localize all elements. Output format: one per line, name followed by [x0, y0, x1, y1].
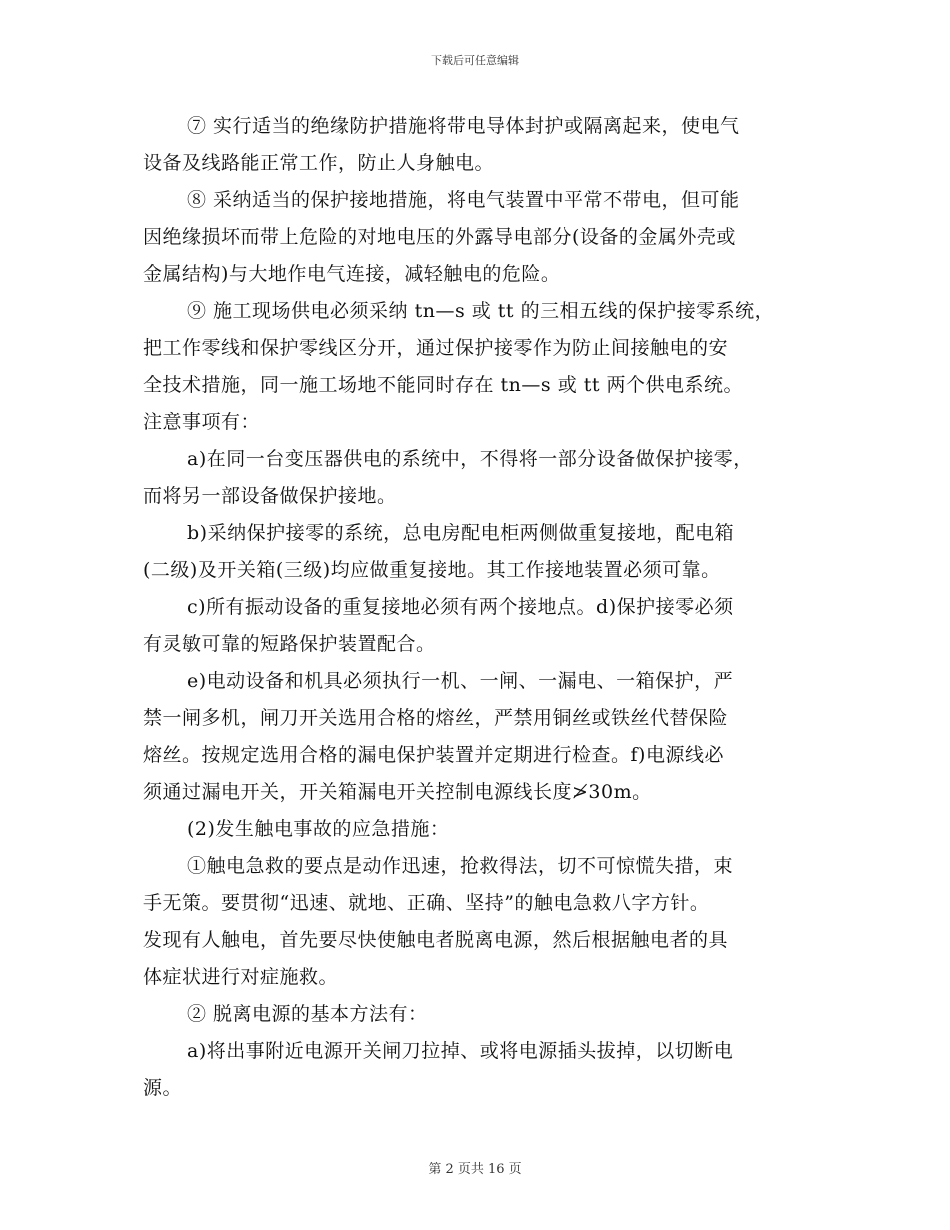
- paragraph-line: 设备及线路能正常工作，防止人身触电。: [143, 152, 495, 174]
- section-heading: (2)发生触电事故的应急措施：: [187, 818, 450, 840]
- page-footer: 第 2 页共 16 页: [428, 1162, 522, 1177]
- paragraph-line: 注意事项有：: [143, 411, 261, 433]
- paragraph-line: 而将另一部设备做保护接地。: [143, 485, 397, 507]
- paragraph-line: ⑦ 实行适当的绝缘防护措施将带电导体封护或隔离起来，使电气: [187, 115, 740, 137]
- paragraph-line: ② 脱离电源的基本方法有：: [187, 1003, 428, 1025]
- paragraph-line: b)采纳保护接零的系统，总电房配电柜两侧做重复接地，配电箱: [187, 522, 735, 544]
- paragraph-line: 须通过漏电开关，开关箱漏电开关控制电源线长度≯30m。: [143, 781, 652, 803]
- paragraph-line: ⑧ 采纳适当的保护接地措施，将电气装置中平常不带电，但可能: [187, 189, 740, 211]
- paragraph-line: 有灵敏可靠的短路保护装置配合。: [143, 633, 436, 655]
- page-header: 下载后可任意编辑: [431, 54, 519, 67]
- paragraph-line: 把工作零线和保护零线区分开，通过保护接零作为防止间接触电的安: [143, 337, 729, 359]
- paragraph-line: 源。: [143, 1077, 183, 1099]
- body-text: [143, 108, 815, 1107]
- paragraph-line: 金属结构)与大地作电气连接，减轻触电的危险。: [143, 263, 561, 285]
- paragraph-line: 禁一闸多机，闸刀开关选用合格的熔丝，严禁用铜丝或铁丝代替保险: [143, 707, 729, 729]
- paragraph-line: ①触电急救的要点是动作迅速，抢救得法，切不可惊慌失措，束: [187, 855, 734, 877]
- paragraph-line: 熔丝。按规定选用合格的漏电保护装置并定期进行检查。f)电源线必: [143, 744, 724, 766]
- paragraph-line: 因绝缘损坏而带上危险的对地电压的外露导电部分(设备的金属外壳或: [143, 226, 736, 248]
- paragraph-line: 手无策。要贯彻“迅速、就地、正确、坚持”的触电急救八字方针。: [143, 892, 710, 914]
- paragraph-line: (二级)及开关箱(三级)均应做重复接地。其工作接地装置必须可靠。: [143, 559, 721, 581]
- paragraph-line: c)所有振动设备的重复接地必须有两个接地点。d)保护接零必须: [187, 596, 734, 618]
- paragraph-line: a)在同一台变压器供电的系统中，不得将一部分设备做保护接零，: [187, 448, 753, 470]
- paragraph-line: 全技术措施，同一施工场地不能同时存在 tn—s 或 tt 两个供电系统。: [143, 374, 744, 396]
- paragraph-line: ⑨ 施工现场供电必须采纳 tn—s 或 tt 的三相五线的保护接零系统，: [187, 300, 775, 322]
- paragraph-line: 体症状进行对症施救。: [143, 966, 339, 988]
- paragraph-line: e)电动设备和机具必须执行一机、一闸、一漏电、一箱保护，严: [187, 670, 734, 692]
- paragraph-line: 发现有人触电，首先要尽快使触电者脱离电源，然后根据触电者的具: [143, 929, 729, 951]
- paragraph-line: a)将出事附近电源开关闸刀拉掉、或将电源插头拔掉，以切断电: [187, 1040, 734, 1062]
